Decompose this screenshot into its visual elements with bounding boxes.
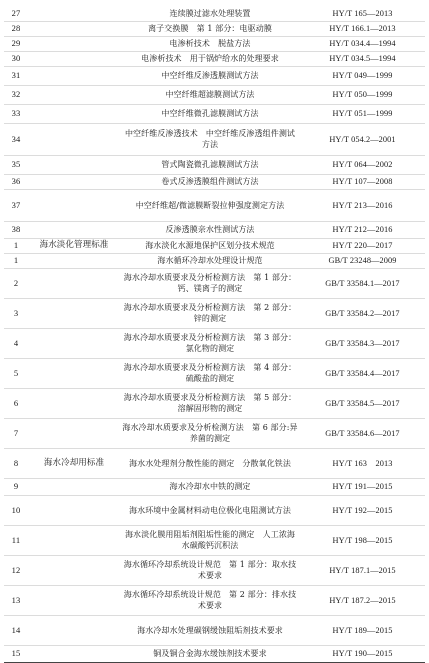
standard-name: 中空纤维超/微滤膜断裂拉伸强度测定方法 bbox=[120, 189, 300, 221]
standard-name: 海水水处理剂分散性能的测定 分散氧化铁法 bbox=[120, 448, 300, 478]
category-cell bbox=[28, 36, 120, 51]
category-cell bbox=[28, 615, 120, 645]
standard-name: 海水淡化水源地保护区划分技术规范 bbox=[120, 238, 300, 253]
table-row bbox=[4, 418, 425, 448]
table-row bbox=[4, 104, 425, 123]
table-row bbox=[4, 221, 425, 238]
standard-code: HY/T 049—1999 bbox=[300, 66, 425, 85]
table-row bbox=[4, 495, 425, 525]
standard-code: HY/T 213—2016 bbox=[300, 189, 425, 221]
category-cell bbox=[28, 418, 120, 448]
standard-code: HY/T 187.1—2015 bbox=[300, 555, 425, 585]
category-cell bbox=[28, 268, 120, 298]
standard-code: GB/T 33584.1—2017 bbox=[300, 268, 425, 298]
standard-code: GB/T 33584.5—2017 bbox=[300, 388, 425, 418]
standard-name: 海水冷却水质要求及分析检测方法 第 2 部分：锌的测定 bbox=[120, 298, 300, 328]
standards-table bbox=[4, 6, 425, 663]
standard-name: 海水淡化膜用阻垢剂阻垢性能的测定 人工浓海水碳酸钙沉积法 bbox=[120, 525, 300, 555]
row-number: 9 bbox=[4, 478, 28, 495]
row-number: 10 bbox=[4, 495, 28, 525]
standard-code: GB/T 33584.6—2017 bbox=[300, 418, 425, 448]
standard-name: 海水冷却水质要求及分析检测方法 第 3 部分：氯化物的测定 bbox=[120, 328, 300, 358]
standard-code: HY/T 163 2013 bbox=[300, 448, 425, 478]
row-number: 30 bbox=[4, 51, 28, 66]
category-cell bbox=[28, 66, 120, 85]
table-row bbox=[4, 66, 425, 85]
standard-code: HY/T 198—2015 bbox=[300, 525, 425, 555]
standard-name: 中空纤维微孔滤膜测试方法 bbox=[120, 104, 300, 123]
category-cell: 海水冷却用标准 bbox=[28, 448, 120, 478]
category-cell bbox=[28, 585, 120, 615]
category-cell bbox=[28, 221, 120, 238]
row-number: 2 bbox=[4, 268, 28, 298]
row-number: 1 bbox=[4, 253, 28, 268]
standard-name: 海水循环冷却系统设计规范 第 2 部分：排水技术要求 bbox=[120, 585, 300, 615]
row-number: 7 bbox=[4, 418, 28, 448]
standard-name: 海水冷却水质要求及分析检测方法 第 6 部分:异养菌的测定 bbox=[120, 418, 300, 448]
row-number: 31 bbox=[4, 66, 28, 85]
row-number: 38 bbox=[4, 221, 28, 238]
standard-name: 海水循环冷却水处理设计规范 bbox=[120, 253, 300, 268]
table-row bbox=[4, 615, 425, 645]
standard-code: HY/T 107—2008 bbox=[300, 174, 425, 189]
category-cell bbox=[28, 123, 120, 155]
category-cell: 海水淡化管理标准 bbox=[28, 238, 120, 253]
category-cell bbox=[28, 388, 120, 418]
standard-name: 电渗析技术 脱盐方法 bbox=[120, 36, 300, 51]
standard-name: 海水冷却水质要求及分析检测方法 第 5 部分：溶解固形物的测定 bbox=[120, 388, 300, 418]
table-row bbox=[4, 174, 425, 189]
standard-code: HY/T 189—2015 bbox=[300, 615, 425, 645]
row-number: 15 bbox=[4, 645, 28, 662]
standard-name: 离子交换膜 第 1 部分：电驱动膜 bbox=[120, 21, 300, 36]
standard-code: HY/T 034.5—1994 bbox=[300, 51, 425, 66]
table-row bbox=[4, 51, 425, 66]
table-row bbox=[4, 85, 425, 104]
table-row bbox=[4, 525, 425, 555]
standard-code: GB/T 33584.4—2017 bbox=[300, 358, 425, 388]
standard-code: HY/T 212—2016 bbox=[300, 221, 425, 238]
category-cell bbox=[28, 495, 120, 525]
table-row bbox=[4, 155, 425, 174]
table-row bbox=[4, 36, 425, 51]
category-cell bbox=[28, 525, 120, 555]
table-row bbox=[4, 268, 425, 298]
row-number: 8 bbox=[4, 448, 28, 478]
standard-name: 海水冷却水中铁的测定 bbox=[120, 478, 300, 495]
table-row bbox=[4, 6, 425, 21]
category-cell bbox=[28, 174, 120, 189]
standard-name: 卷式反渗透膜组件测试方法 bbox=[120, 174, 300, 189]
row-number: 33 bbox=[4, 104, 28, 123]
standard-name: 管式陶瓷微孔滤膜测试方法 bbox=[120, 155, 300, 174]
standard-code: HY/T 190—2015 bbox=[300, 645, 425, 662]
table-row bbox=[4, 358, 425, 388]
row-number: 13 bbox=[4, 585, 28, 615]
row-number: 32 bbox=[4, 85, 28, 104]
table-row bbox=[4, 328, 425, 358]
table-row bbox=[4, 388, 425, 418]
standard-name: 铜及铜合金海水缓蚀剂技术要求 bbox=[120, 645, 300, 662]
standard-code: HY/T 191—2015 bbox=[300, 478, 425, 495]
category-cell bbox=[28, 358, 120, 388]
standard-name: 中空纤维超滤膜测试方法 bbox=[120, 85, 300, 104]
standard-code: HY/T 192—2015 bbox=[300, 495, 425, 525]
row-number: 5 bbox=[4, 358, 28, 388]
table-row bbox=[4, 123, 425, 155]
standard-name: 海水环境中金属材料动电位极化电阻测试方法 bbox=[120, 495, 300, 525]
standard-code: HY/T 220—2017 bbox=[300, 238, 425, 253]
standard-code: HY/T 034.4—1994 bbox=[300, 36, 425, 51]
row-number: 12 bbox=[4, 555, 28, 585]
row-number: 27 bbox=[4, 6, 28, 21]
category-cell bbox=[28, 555, 120, 585]
row-number: 3 bbox=[4, 298, 28, 328]
table-row bbox=[4, 189, 425, 221]
standard-name: 海水冷却水质要求及分析检测方法 第 4 部分：硫酸盐的测定 bbox=[120, 358, 300, 388]
standard-code: GB/T 33584.2—2017 bbox=[300, 298, 425, 328]
standard-code: HY/T 166.1—2013 bbox=[300, 21, 425, 36]
category-cell bbox=[28, 328, 120, 358]
standard-code: HY/T 187.2—2015 bbox=[300, 585, 425, 615]
table-row bbox=[4, 21, 425, 36]
category-cell bbox=[28, 85, 120, 104]
category-cell bbox=[28, 6, 120, 21]
row-number: 14 bbox=[4, 615, 28, 645]
row-number: 28 bbox=[4, 21, 28, 36]
row-number: 6 bbox=[4, 388, 28, 418]
category-cell bbox=[28, 298, 120, 328]
category-cell bbox=[28, 104, 120, 123]
standard-code: HY/T 050—1999 bbox=[300, 85, 425, 104]
row-number: 36 bbox=[4, 174, 28, 189]
standard-name: 海水循环冷却系统设计规范 第 1 部分：取水技术要求 bbox=[120, 555, 300, 585]
row-number: 29 bbox=[4, 36, 28, 51]
category-cell bbox=[28, 51, 120, 66]
row-number: 35 bbox=[4, 155, 28, 174]
standard-name: 电渗析技术 用于锅炉给水的处理要求 bbox=[120, 51, 300, 66]
standard-code: HY/T 064—2002 bbox=[300, 155, 425, 174]
standard-name: 中空纤维反渗透技术 中空纤维反渗透组件测试方法 bbox=[120, 123, 300, 155]
category-cell bbox=[28, 21, 120, 36]
row-number: 4 bbox=[4, 328, 28, 358]
row-number: 11 bbox=[4, 525, 28, 555]
category-cell bbox=[28, 253, 120, 268]
standard-name: 反渗透膜亲水性测试方法 bbox=[120, 221, 300, 238]
category-cell bbox=[28, 478, 120, 495]
row-number: 1 bbox=[4, 238, 28, 253]
table-row bbox=[4, 448, 425, 478]
row-number: 37 bbox=[4, 189, 28, 221]
table-row bbox=[4, 555, 425, 585]
standard-name: 中空纤维反渗透膜测试方法 bbox=[120, 66, 300, 85]
table-row bbox=[4, 478, 425, 495]
standard-name: 海水冷却水质要求及分析检测方法 第 1 部分：钙、镁离子的测定 bbox=[120, 268, 300, 298]
standard-name: 海水冷却水处理碳钢缓蚀阻垢剂技术要求 bbox=[120, 615, 300, 645]
table-row bbox=[4, 238, 425, 253]
standard-code: GB/T 33584.3—2017 bbox=[300, 328, 425, 358]
row-number: 34 bbox=[4, 123, 28, 155]
standard-code: GB/T 23248—2009 bbox=[300, 253, 425, 268]
standard-code: HY/T 051—1999 bbox=[300, 104, 425, 123]
category-cell bbox=[28, 189, 120, 221]
category-cell bbox=[28, 155, 120, 174]
standard-code: HY/T 054.2—2001 bbox=[300, 123, 425, 155]
table-row bbox=[4, 253, 425, 268]
table-row bbox=[4, 298, 425, 328]
table-row bbox=[4, 585, 425, 615]
standard-code: HY/T 165—2013 bbox=[300, 6, 425, 21]
standard-name: 连续膜过滤水处理装置 bbox=[120, 6, 300, 21]
